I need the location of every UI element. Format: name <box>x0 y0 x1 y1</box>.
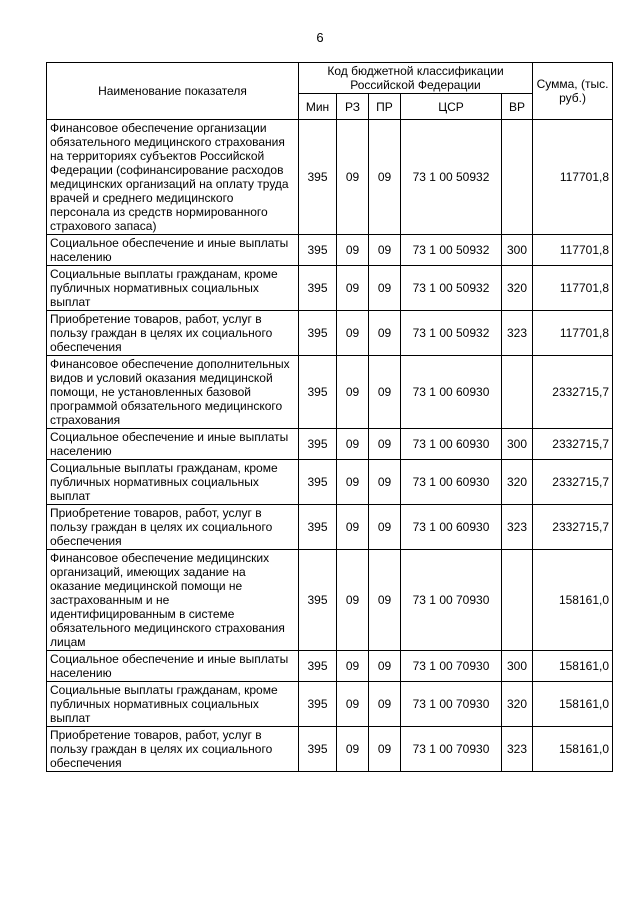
min-code: 395 <box>299 727 337 772</box>
pr-code: 09 <box>369 120 401 235</box>
csr-code: 73 1 00 60930 <box>401 460 502 505</box>
rz-code: 09 <box>337 266 369 311</box>
rz-code: 09 <box>337 727 369 772</box>
csr-code: 73 1 00 50932 <box>401 120 502 235</box>
vr-code <box>502 120 533 235</box>
min-code: 395 <box>299 550 337 651</box>
table-row <box>47 356 613 429</box>
indicator-name: Приобретение товаров, работ, услуг в пользу граждан в целях их социального обеспечения <box>47 727 299 772</box>
csr-code: 73 1 00 70930 <box>401 682 502 727</box>
header-code-group: Код бюджетной классификации Российской Федерации <box>299 63 533 94</box>
csr-code: 73 1 00 50932 <box>401 235 502 266</box>
rz-code: 09 <box>337 311 369 356</box>
rz-code: 09 <box>337 651 369 682</box>
table-row <box>47 505 613 550</box>
amount-value: 117701,8 <box>533 311 613 356</box>
page-number: 6 <box>316 30 324 45</box>
vr-code: 300 <box>502 429 533 460</box>
header-rz: РЗ <box>337 94 369 120</box>
csr-code: 73 1 00 60930 <box>401 505 502 550</box>
amount-value: 117701,8 <box>533 266 613 311</box>
table-row <box>47 235 613 266</box>
rz-code: 09 <box>337 550 369 651</box>
pr-code: 09 <box>369 460 401 505</box>
min-code: 395 <box>299 311 337 356</box>
min-code: 395 <box>299 356 337 429</box>
budget-table <box>46 62 613 772</box>
header-csr: ЦСР <box>401 94 502 120</box>
csr-code: 73 1 00 70930 <box>401 651 502 682</box>
amount-value: 2332715,7 <box>533 356 613 429</box>
vr-code <box>502 550 533 651</box>
table-row <box>47 651 613 682</box>
pr-code: 09 <box>369 429 401 460</box>
vr-code <box>502 356 533 429</box>
min-code: 395 <box>299 235 337 266</box>
amount-value: 158161,0 <box>533 550 613 651</box>
vr-code: 320 <box>502 266 533 311</box>
pr-code: 09 <box>369 550 401 651</box>
pr-code: 09 <box>369 266 401 311</box>
amount-value: 158161,0 <box>533 682 613 727</box>
rz-code: 09 <box>337 235 369 266</box>
indicator-name: Финансовое обеспечение медицинских организаций, имеющих задание на оказание медицинской помощи не застрахованным и не идентифицированным в системе обязательного медицинского страхования лицам <box>47 550 299 651</box>
rz-code: 09 <box>337 429 369 460</box>
indicator-name: Приобретение товаров, работ, услуг в пользу граждан в целях их социального обеспечения <box>47 311 299 356</box>
indicator-name: Социальное обеспечение и иные выплаты населению <box>47 651 299 682</box>
table-row <box>47 429 613 460</box>
min-code: 395 <box>299 651 337 682</box>
table-row <box>47 120 613 235</box>
rz-code: 09 <box>337 682 369 727</box>
rz-code: 09 <box>337 505 369 550</box>
csr-code: 73 1 00 70930 <box>401 727 502 772</box>
min-code: 395 <box>299 505 337 550</box>
min-code: 395 <box>299 429 337 460</box>
vr-code: 300 <box>502 651 533 682</box>
min-code: 395 <box>299 266 337 311</box>
amount-value: 2332715,7 <box>533 505 613 550</box>
indicator-name: Социальные выплаты гражданам, кроме публичных нормативных социальных выплат <box>47 460 299 505</box>
vr-code: 320 <box>502 460 533 505</box>
vr-code: 323 <box>502 311 533 356</box>
rz-code: 09 <box>337 460 369 505</box>
pr-code: 09 <box>369 727 401 772</box>
amount-value: 2332715,7 <box>533 429 613 460</box>
pr-code: 09 <box>369 235 401 266</box>
amount-value: 2332715,7 <box>533 460 613 505</box>
table-body <box>47 120 613 772</box>
csr-code: 73 1 00 70930 <box>401 550 502 651</box>
pr-code: 09 <box>369 651 401 682</box>
indicator-name: Финансовое обеспечение организации обязательного медицинского страхования на территориях субъектов Российской Федерации (софинансирование расходов медицинских организаций на оплату труда врачей и среднего медицинского персонала из средств нормированного страхового запаса) <box>47 120 299 235</box>
table-row <box>47 266 613 311</box>
pr-code: 09 <box>369 311 401 356</box>
csr-code: 73 1 00 60930 <box>401 356 502 429</box>
table-row <box>47 682 613 727</box>
amount-value: 117701,8 <box>533 235 613 266</box>
amount-value: 158161,0 <box>533 651 613 682</box>
header-pr: ПР <box>369 94 401 120</box>
table-row <box>47 460 613 505</box>
indicator-name: Финансовое обеспечение дополнительных видов и условий оказания медицинской помощи, не установленных базовой программой обязательного медицинского страхования <box>47 356 299 429</box>
csr-code: 73 1 00 50932 <box>401 311 502 356</box>
indicator-name: Социальное обеспечение и иные выплаты населению <box>47 235 299 266</box>
indicator-name: Социальное обеспечение и иные выплаты населению <box>47 429 299 460</box>
rz-code: 09 <box>337 356 369 429</box>
amount-value: 158161,0 <box>533 727 613 772</box>
min-code: 395 <box>299 682 337 727</box>
indicator-name: Приобретение товаров, работ, услуг в пользу граждан в целях их социального обеспечения <box>47 505 299 550</box>
header-amount: Сумма, (тыс. руб.) <box>533 63 613 120</box>
amount-value: 117701,8 <box>533 120 613 235</box>
rz-code: 09 <box>337 120 369 235</box>
header-vr: ВР <box>502 94 533 120</box>
header-name: Наименование показателя <box>47 63 299 120</box>
min-code: 395 <box>299 460 337 505</box>
csr-code: 73 1 00 60930 <box>401 429 502 460</box>
pr-code: 09 <box>369 682 401 727</box>
vr-code: 300 <box>502 235 533 266</box>
vr-code: 320 <box>502 682 533 727</box>
vr-code: 323 <box>502 505 533 550</box>
csr-code: 73 1 00 50932 <box>401 266 502 311</box>
vr-code: 323 <box>502 727 533 772</box>
header-min: Мин <box>299 94 337 120</box>
table-row <box>47 311 613 356</box>
indicator-name: Социальные выплаты гражданам, кроме публичных нормативных социальных выплат <box>47 682 299 727</box>
min-code: 395 <box>299 120 337 235</box>
pr-code: 09 <box>369 505 401 550</box>
table-row <box>47 727 613 772</box>
pr-code: 09 <box>369 356 401 429</box>
table-row <box>47 550 613 651</box>
indicator-name: Социальные выплаты гражданам, кроме публичных нормативных социальных выплат <box>47 266 299 311</box>
